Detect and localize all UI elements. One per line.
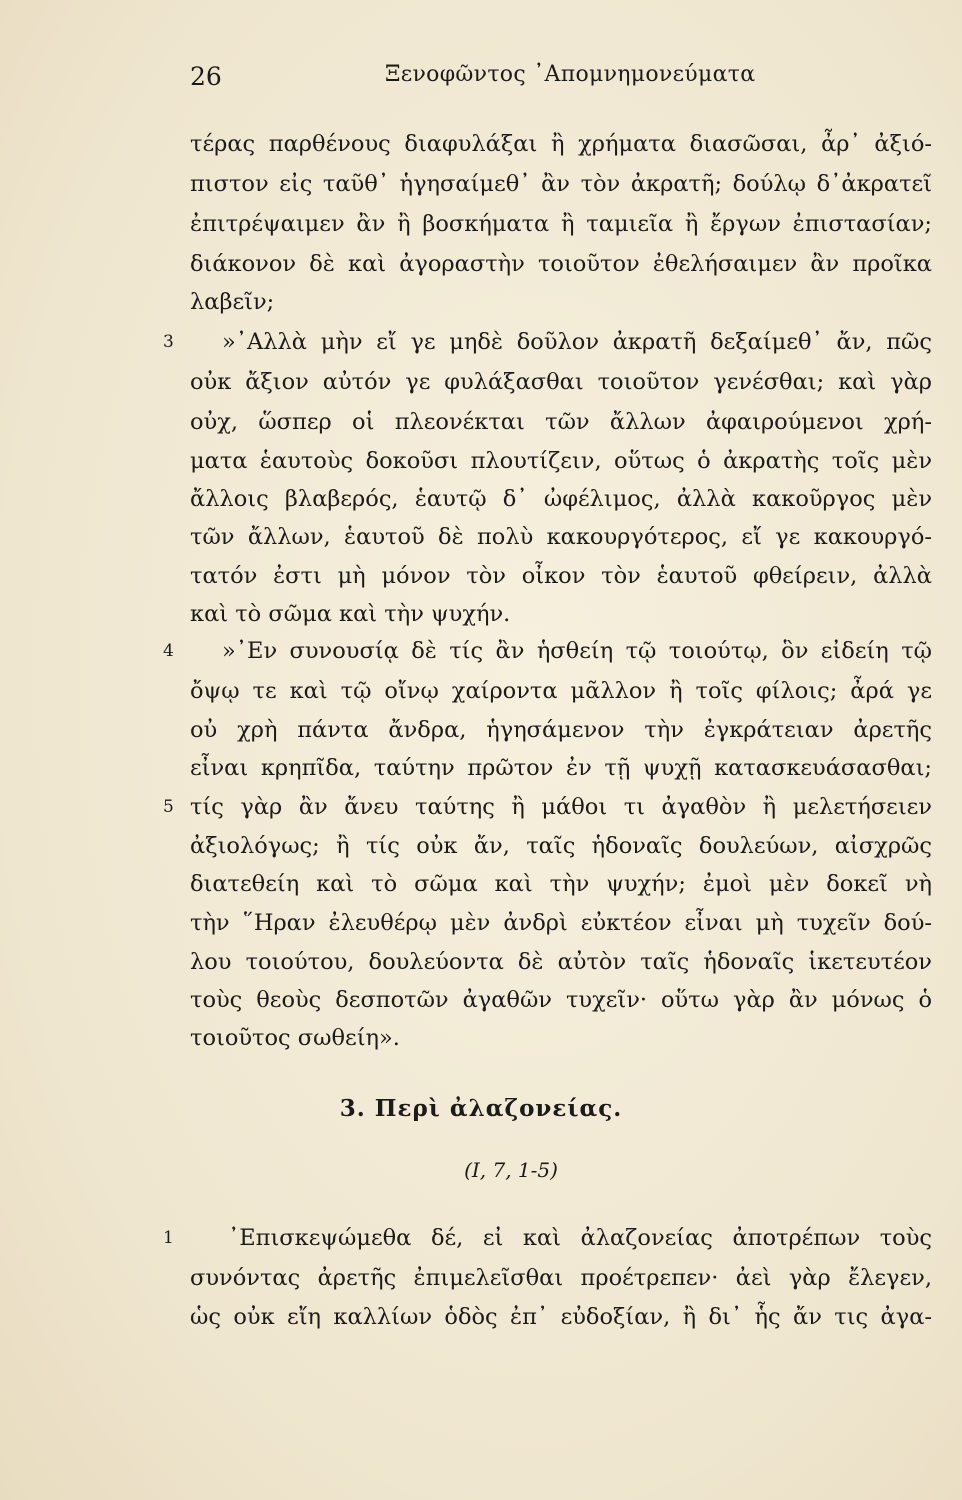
text-line: τέρας παρθένους διαφυλάξαι ἢ χρήματα διασῶσαι, ἆρ᾿ ἀξιό- [190, 131, 932, 157]
margin-number: 1 [163, 1228, 174, 1248]
text-line: τατόν ἐστι μὴ μόνον τὸν οἶκον τὸν ἑαυτοῦ φθείρειν, ἀλλὰ [190, 563, 932, 589]
text-line: λαβεῖν; [190, 289, 275, 315]
text-line: τοιοῦτος σωθείη». [190, 1025, 400, 1051]
text-line: διάκονον δὲ καὶ ἀγοραστὴν τοιοῦτον ἐθελήσαιμεν ἂν προῖκα [190, 251, 932, 277]
page-number: 26 [190, 62, 222, 91]
text-line: συνόντας ἀρετῆς ἐπιμελεῖσθαι προέτρεπεν· ἀεὶ γὰρ ἔλεγεν, [190, 1265, 932, 1291]
text-line: τίς γὰρ ἂν ἄνευ ταύτης ἢ μάθοι τι ἀγαθὸν ἢ μελετήσειεν [190, 794, 932, 820]
text-line: ματα ἑαυτοὺς δοκοῦσι πλουτίζειν, οὕτως ὁ ἀκρατὴς τοῖς μὲν [190, 448, 932, 474]
margin-number: 3 [163, 332, 174, 352]
text-line: οὐ χρὴ πάντα ἄνδρα, ἡγησάμενον τὴν ἐγκράτειαν ἀρετῆς [190, 717, 932, 743]
text-line: εἶναι κρηπῖδα, ταύτην πρῶτον ἐν τῇ ψυχῇ κατασκευάσασθαι; [190, 755, 932, 781]
margin-number: 4 [163, 641, 174, 661]
text-line: οὐκ ἄξιον αὐτόν γε φυλάξασθαι τοιοῦτον γενέσθαι; καὶ γὰρ [190, 369, 932, 395]
text-line: τῶν ἄλλων, ἑαυτοῦ δὲ πολὺ κακουργότερος, εἴ γε κακουργό- [190, 524, 932, 550]
section-reference: (I, 7, 1-5) [464, 1158, 558, 1182]
text-line: ὄψῳ τε καὶ τῷ οἴνῳ χαίροντα μᾶλλον ἢ τοῖς φίλοις; ἆρά γε [190, 678, 932, 704]
text-line: πιστον εἰς ταῦθ᾿ ἡγησαίμεθ᾿ ἂν τὸν ἀκρατῆ; δούλῳ δ᾿ἀκρατεῖ [190, 171, 932, 197]
text-line: τοὺς θεοὺς δεσποτῶν ἀγαθῶν τυχεῖν· οὕτω γὰρ ἂν μόνως ὁ [190, 987, 932, 1013]
section-heading: 3. Περὶ ἀλαζονείας. [339, 1095, 623, 1122]
text-line: ὡς οὐκ εἴη καλλίων ὁδὸς ἐπ᾿ εὐδοξίαν, ἢ δι᾿ ἧς ἄν τις ἀγα- [190, 1304, 932, 1330]
page-header [0, 62, 962, 102]
text-line: τὴν ῞Ηραν ἐλευθέρῳ μὲν ἀνδρὶ εὐκτέον εἶναι μὴ τυχεῖν δού- [190, 910, 932, 936]
margin-number: 5 [163, 797, 174, 817]
text-line: οὐχ, ὥσπερ οἱ πλεονέκται τῶν ἄλλων ἀφαιρούμενοι χρή- [190, 409, 932, 435]
text-line: ᾿Επισκεψώμεθα δέ, εἰ καὶ ἀλαζονείας ἀποτρέπων τοὺς [228, 1225, 932, 1251]
text-line: ἀξιολόγως; ἢ τίς οὐκ ἄν, ταῖς ἡδοναῖς δουλεύων, αἰσχρῶς [190, 833, 932, 859]
text-line: λου τοιούτου, δουλεύοντα δὲ αὐτὸν ταῖς ἡδοναῖς ἱκετευτέον [190, 949, 932, 975]
running-title: Ξενοφῶντος ᾿Απομνημονεύματα [385, 62, 756, 87]
text-line: ἐπιτρέψαιμεν ἂν ἢ βοσκήματα ἢ ταμιεῖα ἢ ἔργων ἐπιστασίαν; [190, 211, 932, 237]
text-line: »᾿Αλλὰ μὴν εἴ γε μηδὲ δοῦλον ἀκρατῆ δεξαίμεθ᾿ ἄν, πῶς [222, 329, 932, 355]
text-line: »᾿Εν συνουσίᾳ δὲ τίς ἂν ἡσθείη τῷ τοιούτῳ, ὃν εἰδείη τῷ [222, 638, 932, 664]
text-line: καὶ τὸ σῶμα καὶ τὴν ψυχήν. [190, 601, 511, 627]
text-line: διατεθείη καὶ τὸ σῶμα καὶ τὴν ψυχήν; ἐμοὶ μὲν δοκεῖ νὴ [190, 871, 932, 897]
text-line: ἄλλοις βλαβερός, ἑαυτῷ δ᾿ ὠφέλιμος, ἀλλὰ κακοῦργος μὲν [190, 486, 932, 512]
